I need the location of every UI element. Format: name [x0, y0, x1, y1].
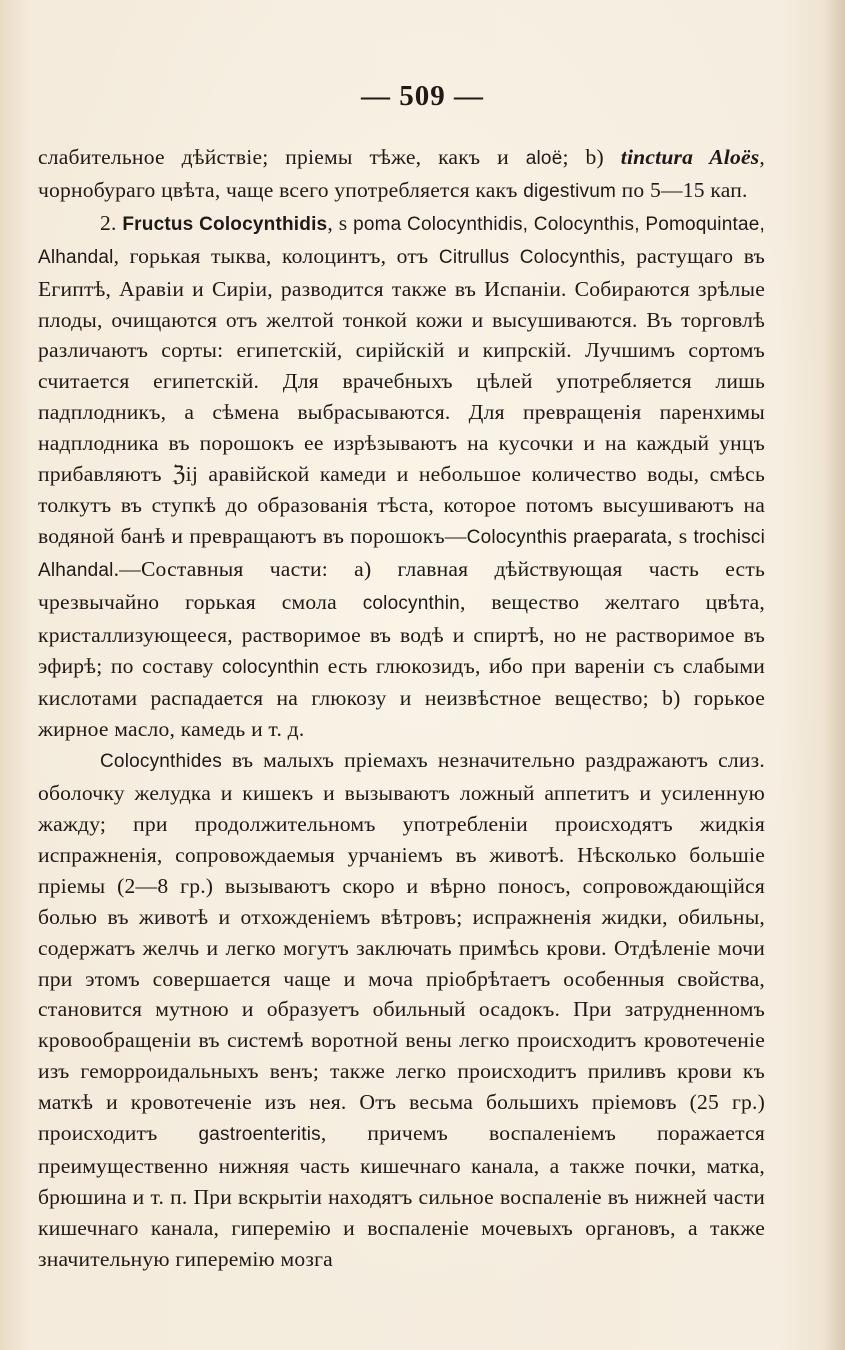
text-run: есть глюкозидъ, ибо при вареніи съ слабыми кислотами распадается на глюкозу и неизвѣстное вещество; b) горькое жирное масло, камедь и т. д. — [38, 653, 765, 742]
text-run: въ малыхъ пріемахъ незначительно раздражаютъ слиз. оболочку желудка и кишекъ и вызываютъ ложный аппетитъ и усиленную жажду; при продолжительномъ употребленіи происходятъ жидкія испражненія, сопровождаемыя урчаніемъ въ животѣ. Нѣсколько большіе пріемы (2—8 гр.) вызываютъ скоро и вѣрно поносъ, сопровождающійся болью въ животѣ и отхожденіемъ вѣтровъ; испражненія жидки, обильны, содержатъ желчь и легко могутъ заключать примѣсь крови. Отдѣленіе мочи при этомъ совершается чаще и моча пріобрѣтаетъ особенныя свойства, становится мутною и образуетъ обильный осадокъ. При затрудненномъ кровообращеніи въ системѣ воротной вены легко происходитъ кровотеченіе изъ геморроидальныхъ венъ; также легко происходитъ приливъ крови къ маткѣ и кровотеченіе изъ нея. Отъ весьма большихъ пріемовъ (25 гр.) происходитъ — [38, 748, 765, 1146]
text-run: , горькая тыква, колоцинтъ, отъ — [113, 243, 439, 268]
text-run: , вещество желтаго цвѣта, кристаллизующееся, растворимое въ водѣ и спиртѣ, но не растворимое въ эфирѣ; по составу — [38, 589, 765, 678]
text-run: , растущаго въ Египтѣ, Аравіи и Сиріи, разводится также въ Испаніи. Собираются зрѣлые плоды, очищаются отъ желтой тонкой кожи и высушиваются. Въ торговлѣ различаютъ сорты: египетскій, сирійскій и кипрскій. Лучшимъ сортомъ считается египетскій. Для врачебныхъ цѣлей употребляется лишь падплодникъ, а сѣмена выбрасываются. Для превращенія паренхимы надплодника въ порошокъ ее изрѣзываютъ на кусочки и на каждый унцъ прибавляютъ ℨij аравійской камеди и небольшое количество воды, смѣсь толкутъ въ ступкѣ до образованія тѣста, которое потомъ высушиваютъ на водяной банѣ и превращаютъ въ порошокъ— — [38, 243, 765, 548]
section-heading-latin: Fructus Colocynthidis — [122, 213, 328, 235]
latin-synonyms: poma Colocynthidis, Colocynthis, Pomoquintae, Alhandal — [38, 213, 765, 268]
text-run: .—Составныя части: а) главная дѣйствующая часть есть чрезвычайно горькая смола — [38, 556, 765, 614]
latin-term: Colocynthis praeparata — [466, 526, 668, 548]
text-run: слабительное дѣйствіе; пріемы тѣже, какъ и — [38, 145, 526, 169]
latin-term: digestivum — [523, 180, 617, 202]
latin-term: colocynthin — [362, 592, 460, 614]
latin-term: Colocynthides — [100, 751, 222, 773]
text-run: , причемъ воспаленіемъ поражается преимущественно нижняя часть кишечнаго канала, а также почки, матка, брюшина и т. п. При вскрытіи находятъ сильное воспаленіе въ нижней части кишечнаго канала, гиперемію и воспаленіе мочевыхъ органовъ, а также значительную гиперемію мозга — [38, 1121, 765, 1271]
paragraph-aloe-tincture — [38, 142, 765, 208]
paragraph-colocynth-effects — [38, 745, 765, 1274]
latin-term: colocynthin — [222, 656, 320, 678]
text-run: ; b) — [562, 145, 621, 169]
paragraph-colocynth-fruit — [38, 208, 765, 745]
text-run: по 5—15 кап. — [616, 177, 748, 202]
latin-term: aloë — [525, 148, 563, 169]
latin-term-italic: tinctura Aloës — [620, 145, 760, 169]
latin-term: gastroenteritis — [198, 1124, 321, 1146]
page-binding-shadow — [823, 0, 845, 1350]
text-run: , s — [667, 523, 694, 548]
text-run: , чорнобураго цвѣта, чаще всего употребляется какъ — [38, 145, 765, 202]
latin-term: trochisci Alhandal — [38, 526, 766, 581]
page-number: — 509 — — [361, 80, 484, 112]
latin-term: Citrullus Colocynthis — [438, 246, 621, 268]
page-body — [38, 142, 765, 1275]
item-number: 2. — [100, 210, 123, 235]
text-run: , s — [327, 210, 354, 235]
